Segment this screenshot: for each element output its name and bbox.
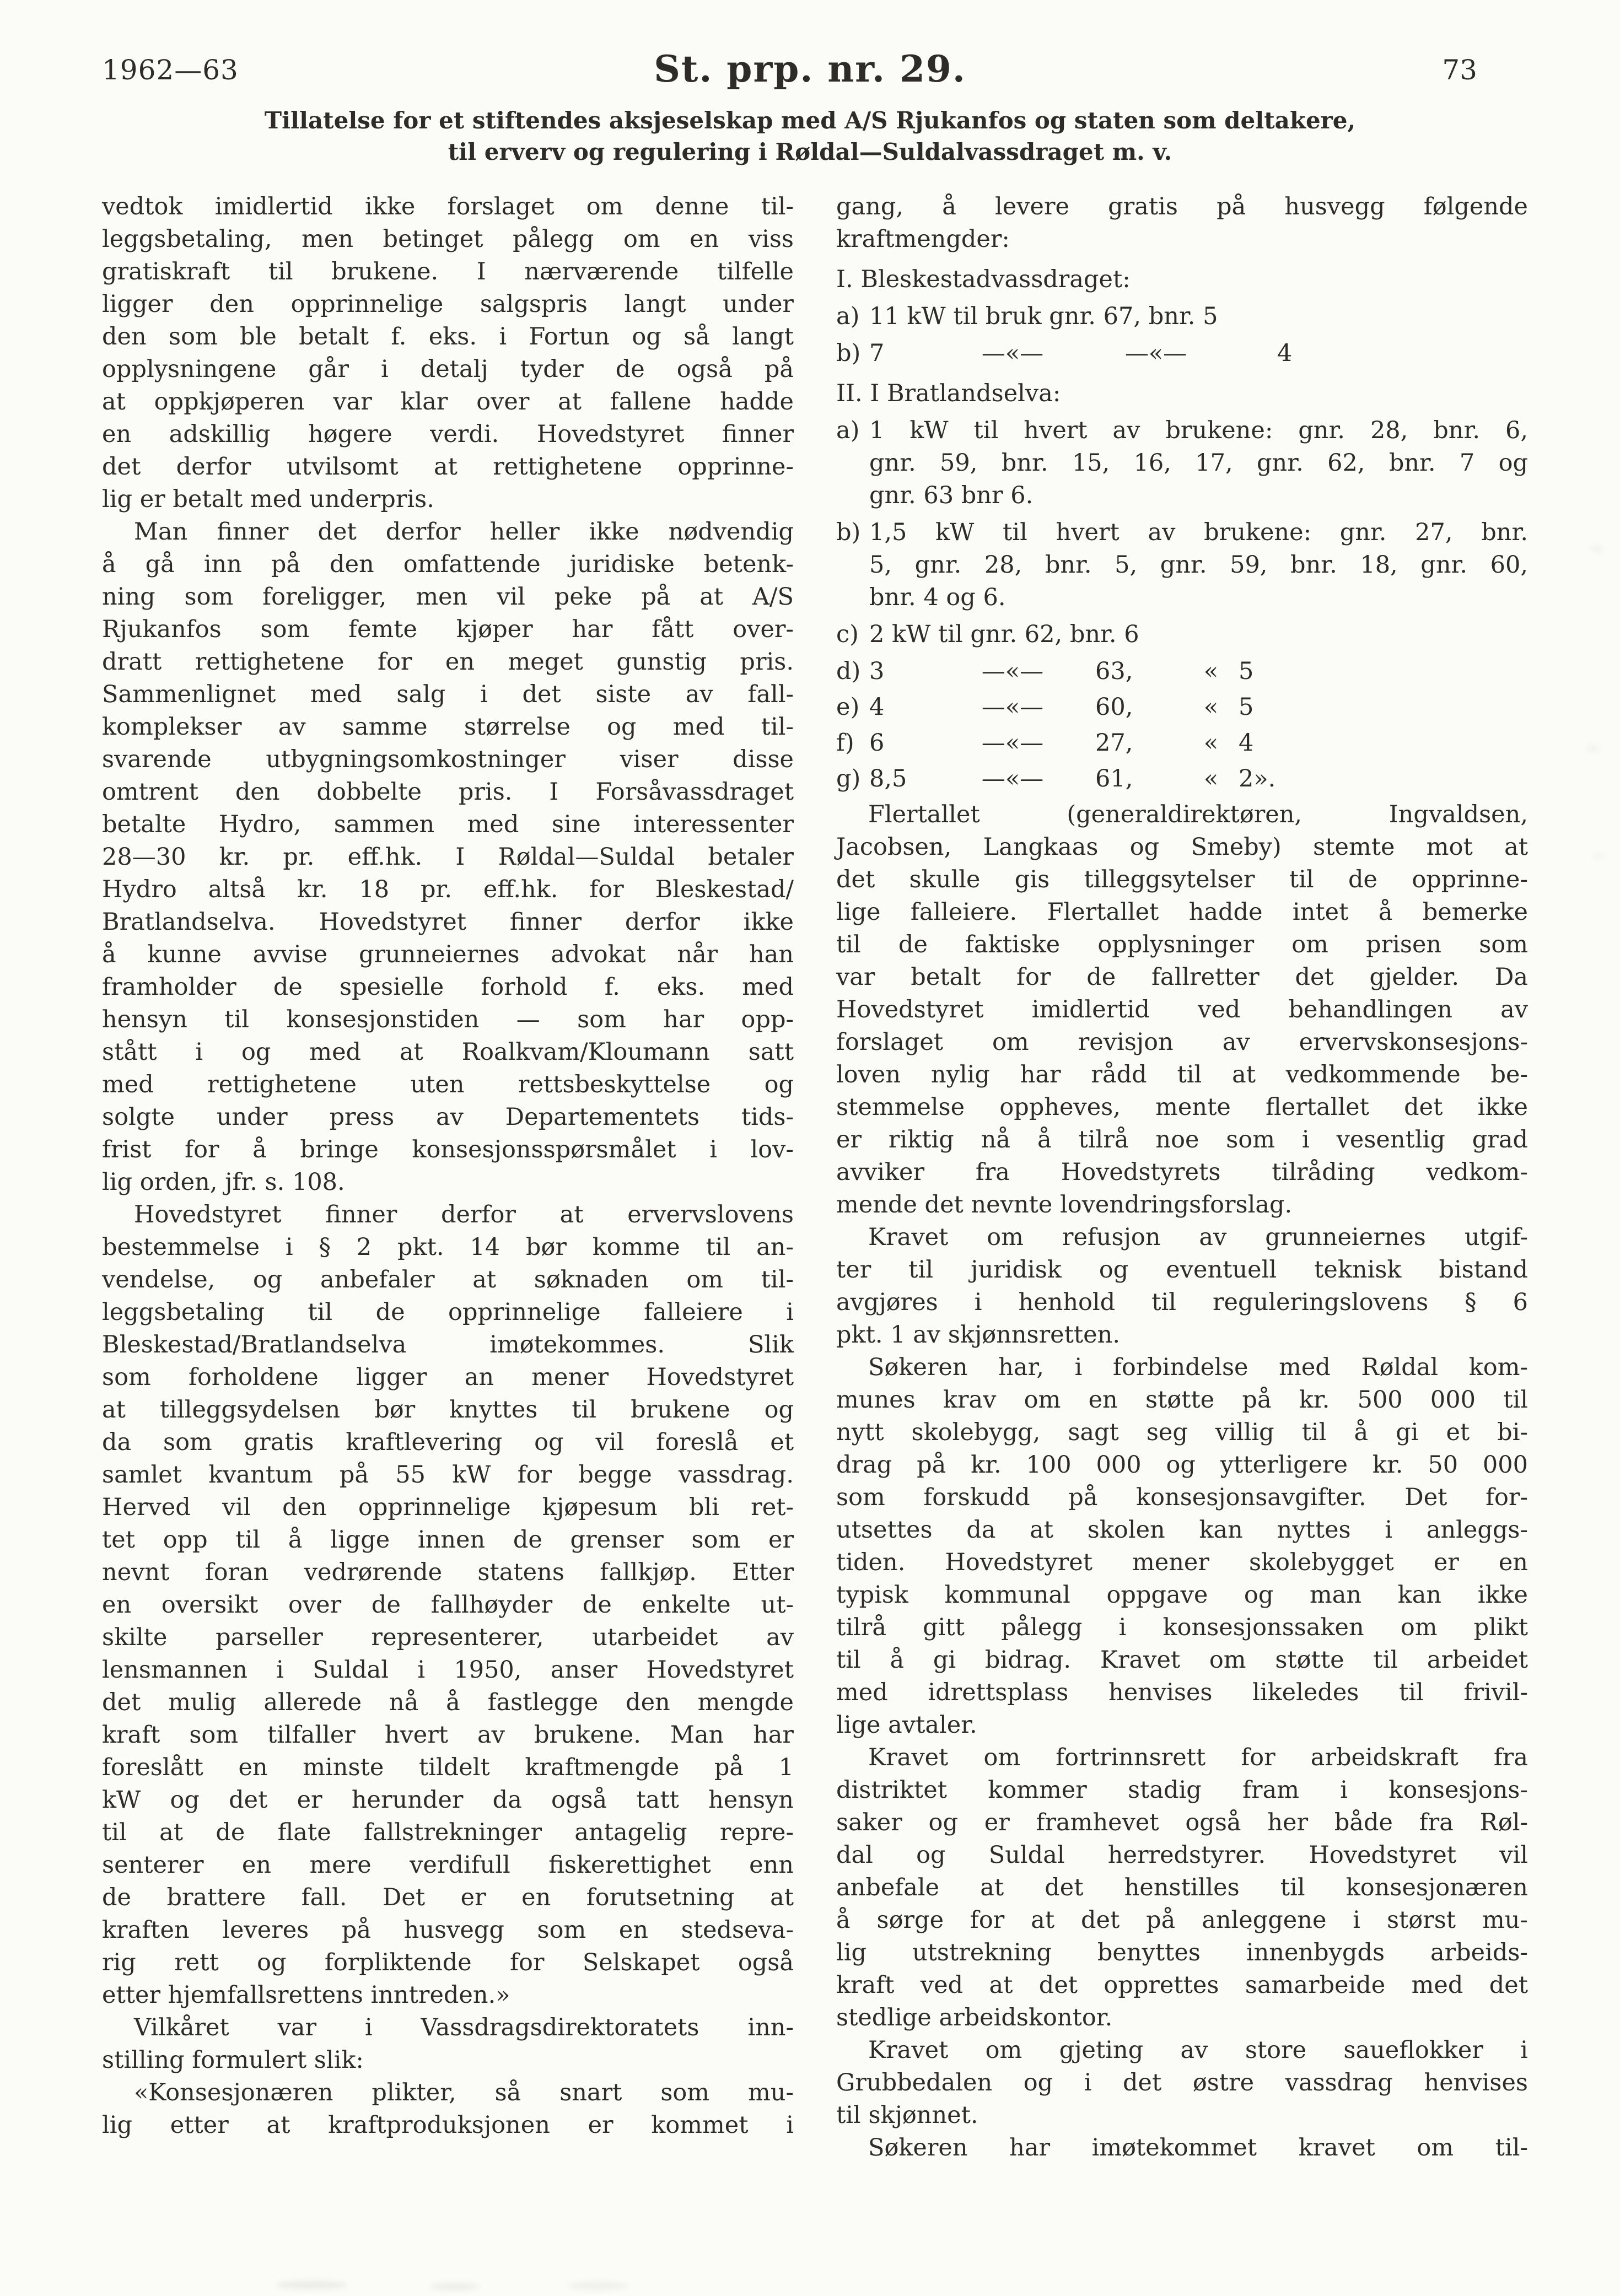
text-line: med rettighetene uten rettsbeskyttelse og xyxy=(102,1071,794,1098)
text-line: tiden. Hovedstyret mener skolebygget er en xyxy=(836,1549,1528,1576)
text-line: drag på kr. 100 000 og ytterligere kr. 50 000 xyxy=(836,1451,1528,1479)
text-line: ter til juridisk og eventuell teknisk bistand xyxy=(836,1256,1528,1284)
ditto-cell: —«— xyxy=(981,765,1044,793)
text-line: omtrent den dobbelte pris. I Forsåvassdraget xyxy=(102,778,794,806)
text-line: 28—30 kr. pr. eff.hk. I Røldal—Suldal betaler xyxy=(102,843,794,871)
text-line: kraft som tilfaller hvert av brukene. Man har xyxy=(102,1721,794,1749)
text-line: Hydro altså kr. 18 pr. eff.hk. for Bleskestad/ xyxy=(102,876,794,903)
text-line: gnr. 59, bnr. 15, 16, 17, gnr. 62, bnr. 7 og xyxy=(869,449,1528,477)
text-line: tet opp til å ligge innen de grenser som er xyxy=(102,1526,794,1554)
text-line: frist for å bringe konsesjonsspørsmålet i lov- xyxy=(102,1136,794,1163)
text-line: loven nylig har rådd til at vedkommende be- xyxy=(836,1061,1528,1088)
text-line: skilte parseller representerer, utarbeidet av xyxy=(102,1624,794,1651)
text-line: var betalt for de fallretter det gjelder. Da xyxy=(836,963,1528,991)
text-line: stilling formulert slik: xyxy=(102,2046,364,2074)
ditto-row xyxy=(836,763,1528,795)
text-line: en oversikt over de fallhøyder de enkelte ut- xyxy=(102,1591,794,1619)
text-line: til de faktiske opplysninger om prisen som xyxy=(836,931,1528,958)
text-line: munes krav om en støtte på kr. 500 000 til xyxy=(836,1386,1528,1414)
text-line: utsettes da at skolen kan nyttes i anleggs- xyxy=(836,1516,1528,1544)
text-line: lig er betalt med underpris. xyxy=(102,486,434,513)
text-line: stått i og med at Roalkvam/Kloumann satt xyxy=(102,1038,794,1066)
item-label: c) xyxy=(836,621,859,648)
text-line: anbefale at det henstilles til konsesjonæren xyxy=(836,1874,1528,1901)
text-line: lensmannen i Suldal i 1950, anser Hovedstyret xyxy=(102,1656,794,1684)
text-line: typisk kommunal oppgave og man kan ikke xyxy=(836,1581,1528,1609)
text-line: gratiskraft til brukene. I nærværende tilfelle xyxy=(102,258,794,285)
ditto-cell: 4 xyxy=(869,693,885,721)
text-line: komplekser av samme størrelse og med til- xyxy=(102,713,794,741)
subtitle-line: Tillatelse for et stiftendes aksjeselskap med A/S Rjukanfos og staten som deltakere, xyxy=(264,107,1356,134)
text-line: Søkeren har, i forbindelse med Røldal kom- xyxy=(868,1354,1528,1381)
ditto-cell: b) xyxy=(836,339,861,367)
ditto-cell: f) xyxy=(836,729,854,757)
ditto-cell: 5 xyxy=(1239,657,1254,685)
scan-artifact xyxy=(1593,853,1605,859)
text-line: lig orden, jfr. s. 108. xyxy=(102,1168,345,1196)
text-line: gnr. 63 bnr 6. xyxy=(869,482,1034,509)
text-line: framholder de spesielle forhold f. eks. med xyxy=(102,973,794,1001)
scan-artifact xyxy=(276,2281,347,2289)
text-line: gang, å levere gratis på husvegg følgende xyxy=(836,193,1528,220)
scan-artifact xyxy=(568,2282,628,2290)
paragraph xyxy=(836,1742,1528,2034)
text-line: 5, gnr. 28, bnr. 5, gnr. 59, bnr. 18, gnr. 60, xyxy=(869,551,1528,579)
text-line: bestemmelse i § 2 pkt. 14 bør komme til an- xyxy=(102,1233,794,1261)
text-line: Kravet om fortrinnsrett for arbeidskraft fra xyxy=(868,1744,1528,1771)
text-line: Hovedstyret finner derfor at ervervslovens xyxy=(134,1201,794,1228)
text-line: hensyn til konsesjonstiden — som har opp- xyxy=(102,1006,794,1033)
ditto-cell: 4 xyxy=(1277,339,1293,367)
text-line: å kunne avvise grunneiernes advokat når han xyxy=(102,941,794,968)
text-line: stemmelse oppheves, mente flertallet det ikke xyxy=(836,1093,1528,1121)
paragraph xyxy=(102,191,794,516)
text-line: tilrå gitt pålegg i konsesjonssaken om plikt xyxy=(836,1614,1528,1641)
text-line: svarende utbygningsomkostninger viser disse xyxy=(102,746,794,773)
text-line: kraften leveres på husvegg som en stedseva- xyxy=(102,1916,794,1944)
ditto-cell: —«— xyxy=(1124,339,1187,367)
text-line: samlet kvantum på 55 kW for begge vassdrag. xyxy=(102,1461,794,1489)
text-line: b) 1,5 kW til hvert av brukene: gnr. 27, bnr. xyxy=(836,516,1528,549)
text-line: forslaget om revisjon av ervervskonsesjons- xyxy=(836,1028,1528,1056)
ditto-cell: —«— xyxy=(981,657,1044,685)
ditto-cell: d) xyxy=(836,657,861,685)
proposition-subtitle xyxy=(0,105,1620,168)
scan-artifact xyxy=(430,2283,480,2290)
list-section-heading: II. I Bratlandselva: xyxy=(836,380,1061,407)
text-line: mende det nevnte lovendringsforslag. xyxy=(836,1191,1293,1219)
ditto-cell: « xyxy=(1203,765,1219,793)
text-line: etter hjemfallsrettens inntreden.» xyxy=(102,1981,510,2009)
text-line: det mulig allerede nå å fastlegge den mengde xyxy=(102,1689,794,1716)
page-number: 73 xyxy=(1442,54,1477,86)
text-line: Bleskestad/Bratlandselva imøtekommes. Slik xyxy=(102,1331,794,1359)
paragraph xyxy=(836,191,1528,256)
text-line: det derfor utvilsomt at rettighetene opprinne- xyxy=(102,453,794,481)
text-line: en adskillig høgere verdi. Hovedstyret finner xyxy=(102,421,794,448)
list-section-heading: I. Bleskestadvassdraget: xyxy=(836,266,1131,293)
text-line: ning som foreligger, men vil peke på at A/S xyxy=(102,583,794,611)
text-line: Rjukanfos som femte kjøper har fått over- xyxy=(102,616,794,643)
text-line: vendelse, og anbefaler at søknaden om til- xyxy=(102,1266,794,1293)
text-line: lig etter at kraftproduksjonen er kommet i xyxy=(102,2111,794,2139)
text-line: avviker fra Hovedstyrets tilråding vedkom- xyxy=(836,1158,1528,1186)
list-item xyxy=(836,300,1528,333)
text-line: Flertallet (generaldirektøren, Ingvaldsen, xyxy=(868,801,1528,828)
paragraph xyxy=(102,516,794,1199)
ditto-cell: 60, xyxy=(1095,693,1133,721)
text-line: å gå inn på den omfattende juridiske betenk- xyxy=(102,551,794,578)
ditto-cell: g) xyxy=(836,765,861,793)
ditto-cell: « xyxy=(1203,693,1219,721)
text-line: stedlige arbeidskontor. xyxy=(836,2004,1113,2031)
text-line: saker og er framhevet også her både fra Røl- xyxy=(836,1809,1528,1836)
paragraph xyxy=(102,2077,794,2142)
subtitle-line: til erverv og regulering i Røldal—Suldalvassdraget m. v. xyxy=(448,138,1172,165)
text-line: at tilleggsydelsen bør knyttes til brukene og xyxy=(102,1396,794,1424)
ditto-cell: 2». xyxy=(1239,765,1276,793)
text-line: til skjønnet. xyxy=(836,2101,978,2129)
paragraph xyxy=(836,1351,1528,1742)
text-line: det skulle gis tilleggsytelser til de opprinne- xyxy=(836,866,1528,893)
text-line: nevnt foran vedrørende statens fallkjøp. Etter xyxy=(102,1559,794,1586)
text-line: Kravet om gjeting av store saueflokker i xyxy=(868,2036,1528,2064)
scan-artifact xyxy=(1590,546,1604,552)
text-line: Søkeren har imøtekommet kravet om til- xyxy=(868,2134,1528,2162)
text-line: bnr. 4 og 6. xyxy=(869,584,1006,611)
text-line: dratt rettighetene for en meget gunstig pris. xyxy=(102,648,794,676)
paragraph xyxy=(102,1199,794,2012)
ditto-cell: 63, xyxy=(1095,657,1133,685)
ditto-cell: 8,5 xyxy=(869,765,907,793)
text-columns xyxy=(102,191,1528,2164)
text-line: lige falleiere. Flertallet hadde intet å bemerke xyxy=(836,898,1528,926)
paragraph xyxy=(836,2132,1528,2164)
ditto-cell: 3 xyxy=(869,657,885,685)
text-line: som forholdene ligger an mener Hovedstyret xyxy=(102,1363,794,1391)
text-line: lige avtaler. xyxy=(836,1711,977,1739)
text-line: Man finner det derfor heller ikke nødvendig xyxy=(134,518,794,546)
ditto-cell: 7 xyxy=(869,339,885,367)
text-line: Kravet om refusjon av grunneiernes utgif- xyxy=(868,1224,1528,1251)
ditto-row xyxy=(836,655,1528,688)
ditto-cell: —«— xyxy=(981,693,1044,721)
text-line: Jacobsen, Langkaas og Smeby) stemte mot at xyxy=(836,833,1528,861)
text-line: til at de flate fallstrekninger antagelig repre- xyxy=(102,1819,794,1846)
text-line: Sammenlignet med salg i det siste av fall- xyxy=(102,681,794,708)
text-line: dal og Suldal herredstyrer. Hovedstyret vil xyxy=(836,1841,1528,1869)
text-line: «Konsesjonæren plikter, så snart som mu- xyxy=(134,2079,794,2106)
ditto-cell: 4 xyxy=(1239,729,1254,757)
paragraph xyxy=(836,1221,1528,1351)
ditto-cell: « xyxy=(1203,657,1219,685)
item-label: a) xyxy=(836,417,860,444)
proposition-title: St. prp. nr. 29. xyxy=(654,47,966,90)
text-line: ligger den opprinnelige salgspris langt under xyxy=(102,290,794,318)
text-line: som forskudd på konsesjonsavgifter. Det for- xyxy=(836,1484,1528,1511)
text-line: Vilkåret var i Vassdragsdirektoratets inn- xyxy=(134,2014,794,2041)
text-line: senterer en mere verdifull fiskerettighet enn xyxy=(102,1851,794,1879)
text-line: foreslått en minste tildelt kraftmengde på 1 xyxy=(102,1754,794,1781)
text-line: opplysningene går i detalj tyder de også på xyxy=(102,355,794,383)
ditto-cell: 6 xyxy=(869,729,885,757)
text-line: distriktet kommer stadig fram i konsesjons- xyxy=(836,1776,1528,1804)
list-item xyxy=(836,414,1528,512)
paragraph xyxy=(102,2012,794,2077)
ditto-cell: 27, xyxy=(1095,729,1133,757)
ditto-cell: 5 xyxy=(1239,693,1254,721)
text-line: a) 1 kW til hvert av brukene: gnr. 28, bnr. 6, xyxy=(836,414,1528,447)
text-line: lig utstrekning benyttes innenbygds arbeids- xyxy=(836,1939,1528,1966)
text-line: leggsbetaling til de opprinnelige falleiere i xyxy=(102,1298,794,1326)
text-line: betalte Hydro, sammen med sine interessenter xyxy=(102,811,794,838)
item-label: a) xyxy=(836,303,860,330)
text-line: pkt. 1 av skjønnsretten. xyxy=(836,1321,1120,1349)
text-line: den som ble betalt f. eks. i Fortun og så langt xyxy=(102,323,794,351)
text-line: rig rett og forpliktende for Selskapet også xyxy=(102,1949,794,1976)
item-label: b) xyxy=(836,519,861,546)
text-line: solgte under press av Departementets tids- xyxy=(102,1103,794,1131)
text-line: med idrettsplass henvises likeledes til frivil- xyxy=(836,1679,1528,1706)
text-line: kW og det er herunder da også tatt hensyn xyxy=(102,1786,794,1814)
paragraph xyxy=(836,799,1528,1221)
ditto-cell: —«— xyxy=(981,339,1044,367)
text-line: leggsbetaling, men betinget pålegg om en viss xyxy=(102,225,794,253)
ditto-row xyxy=(836,691,1528,724)
text-line: a) 11 kW til bruk gnr. 67, bnr. 5 xyxy=(836,300,1528,333)
text-line: kraft ved at det opprettes samarbeide med det xyxy=(836,1971,1528,1999)
ditto-cell: e) xyxy=(836,693,860,721)
text-line: Grubbedalen og i det østre vassdrag henvises xyxy=(836,2069,1528,2096)
right-column xyxy=(836,191,1528,2164)
list-item xyxy=(836,516,1528,614)
ditto-cell: « xyxy=(1203,729,1219,757)
text-line: er riktig nå å tilrå noe som i vesentlig grad xyxy=(836,1126,1528,1154)
text-line: da som gratis kraftlevering og vil foreslå et xyxy=(102,1429,794,1456)
ditto-row xyxy=(836,337,1528,370)
ditto-cell: 61, xyxy=(1095,765,1133,793)
paragraph xyxy=(836,2034,1528,2132)
page-header xyxy=(0,0,1620,168)
text-line: Bratlandselva. Hovedstyret finner derfor ikke xyxy=(102,908,794,936)
list-item xyxy=(836,618,1528,651)
ditto-cell: —«— xyxy=(981,729,1044,757)
scan-artifact xyxy=(1586,745,1600,752)
text-line: avgjøres i henhold til reguleringslovens § 6 xyxy=(836,1289,1528,1316)
text-line: å sørge for at det på anleggene i størst mu- xyxy=(836,1906,1528,1934)
left-column xyxy=(102,191,794,2142)
text-line: Herved vil den opprinnelige kjøpesum bli ret- xyxy=(102,1494,794,1521)
text-line: vedtok imidlertid ikke forslaget om denne til- xyxy=(102,193,794,220)
text-line: til å gi bidrag. Kravet om støtte til arbeidet xyxy=(836,1646,1528,1674)
text-line: kraftmengder: xyxy=(836,225,1010,253)
text-line: at oppkjøperen var klar over at fallene hadde xyxy=(102,388,794,416)
text-line: nytt skolebygg, sagt seg villig til å gi et bi- xyxy=(836,1419,1528,1446)
text-line: Hovedstyret imidlertid ved behandlingen av xyxy=(836,996,1528,1023)
ditto-row xyxy=(836,727,1528,759)
text-line: c) 2 kW til gnr. 62, bnr. 6 xyxy=(836,618,1528,651)
text-line: de brattere fall. Det er en forutsetning at xyxy=(102,1884,794,1911)
session-label: 1962—63 xyxy=(102,54,239,86)
